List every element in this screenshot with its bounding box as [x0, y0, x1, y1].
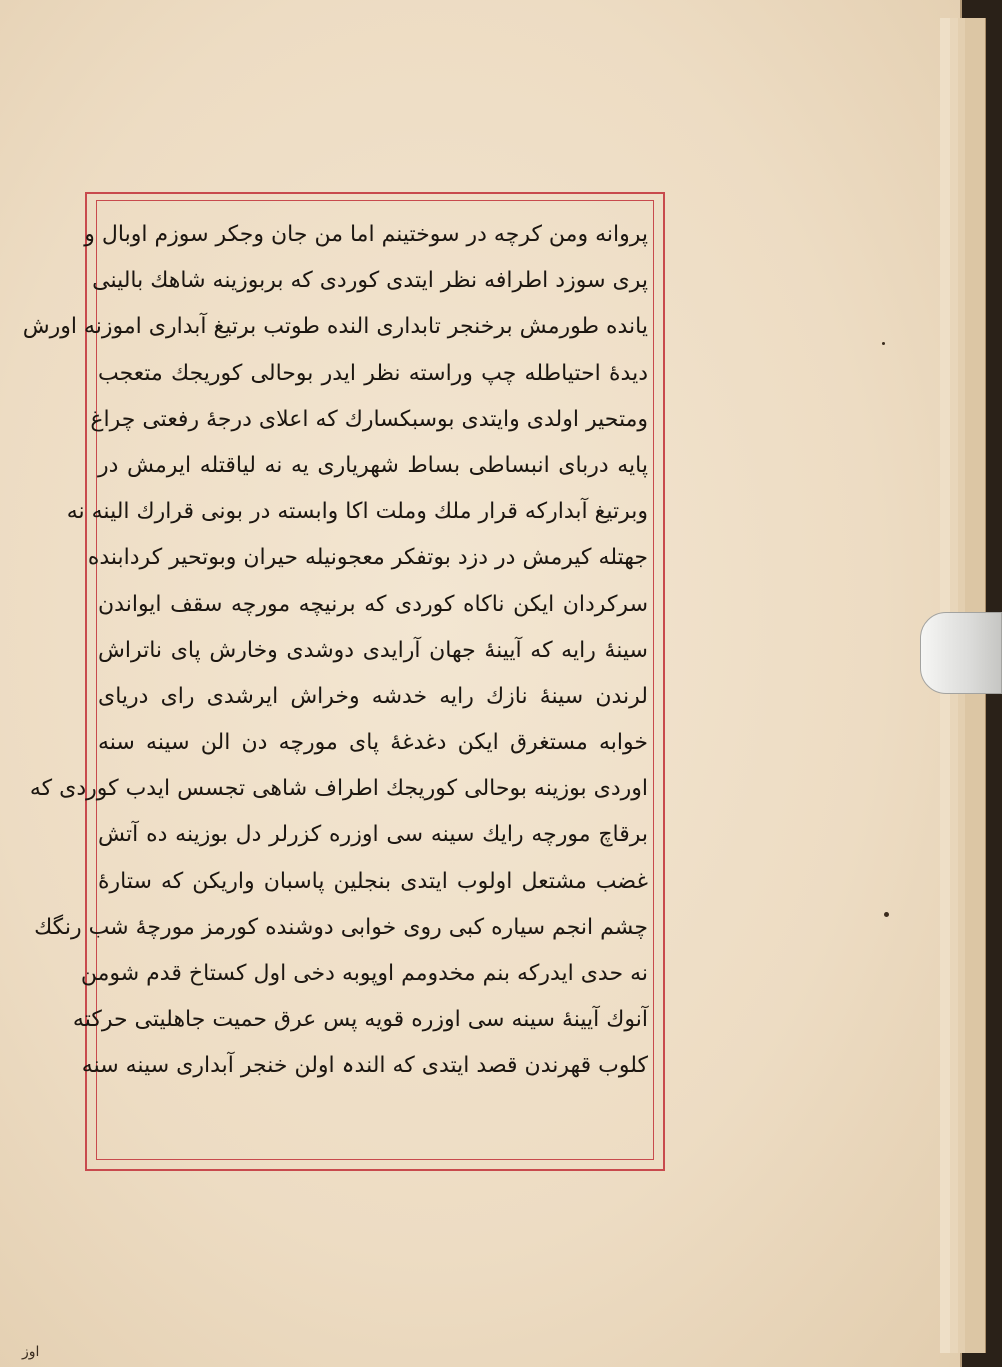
- catchword-corner-note: اوز: [22, 1344, 40, 1360]
- text-line: سینهٔ رایه که آیینهٔ جهان آرایدی دوشدی وخارش پای ناتراش: [98, 637, 648, 663]
- text-line: نه حدی ایدرکه بنم مخدومم اوپوبه دخی اول کستاخ قدم شومن: [80, 961, 648, 986]
- text-line: پروانه ومن کرچه در سوختینم اما من جان وجکر سوزم اوبال و: [84, 222, 648, 247]
- text-line: دیدهٔ احتیاطله چپ وراسته نظر ایدر بوحالی کوریجك متعجب: [98, 360, 648, 386]
- text-line: پری سوزد اطرافه نظر ایتدی کوردی که بربوزینه شاهك بالینی: [92, 268, 648, 294]
- text-line: وبرتیغ آبدارکه قرار ملك وملت اکا وابسته در بونی قرارك الینه نه: [66, 499, 648, 525]
- ink-spot: [884, 912, 889, 917]
- page-marker-tab: [920, 612, 1002, 694]
- manuscript-text-block: [22, 212, 654, 1090]
- text-line: یانده طورمش برخنجر تابداری النده طوتب برتیغ آبداری اموزنه اورش: [22, 314, 648, 340]
- text-line: سرکردان ایکن ناکاه کوردی که برنیچه مورچه سقف ایواندن: [98, 591, 648, 617]
- text-line: خوابه مستغرق ایکن دغدغهٔ پای مورچه دن الن سینه سنه: [98, 730, 648, 756]
- text-line: لرندن سینهٔ نازك رایه خدشه وخراش ایرشدی رای دریای: [98, 683, 648, 709]
- ink-spot: [882, 342, 885, 345]
- text-line: آنوك آیینهٔ سینه سی اوزره قویه پس عرق حمیت جاهلیتی حرکته: [72, 1007, 648, 1033]
- text-line: پایه دربای انبساطی بساط شهریاری یه نه لیاقتله ایرمش در: [98, 452, 648, 478]
- text-line: جهتله کیرمش در دزد بوتفکر معجونیله حیران وبوتحیر کردابنده: [87, 545, 648, 571]
- text-line: برقاچ مورچه رایك سینه سی اوزره کزرلر دل بوزینه ده آتش: [98, 822, 648, 848]
- text-line: چشم انجم سیاره کبی روی خوابی دوشنده کورمز مورچهٔ شب رنگك: [34, 914, 648, 940]
- text-line: غضب مشتعل اولوب ایتدی بنجلین پاسبان واریکن که ستارهٔ: [98, 868, 648, 894]
- text-line: اوردی بوزینه بوحالی کوریجك اطراف شاهی تجسس ایدب کوردی که: [29, 776, 648, 802]
- text-line: کلوب قهرندن قصد ایتدی که الندہ اولن خنجر آبداری سینه سنه: [81, 1053, 648, 1079]
- text-line: ومتحیر اولدی وایتدی بوسبکسارك که اعلای درجهٔ رفعتی چراغ: [90, 406, 648, 432]
